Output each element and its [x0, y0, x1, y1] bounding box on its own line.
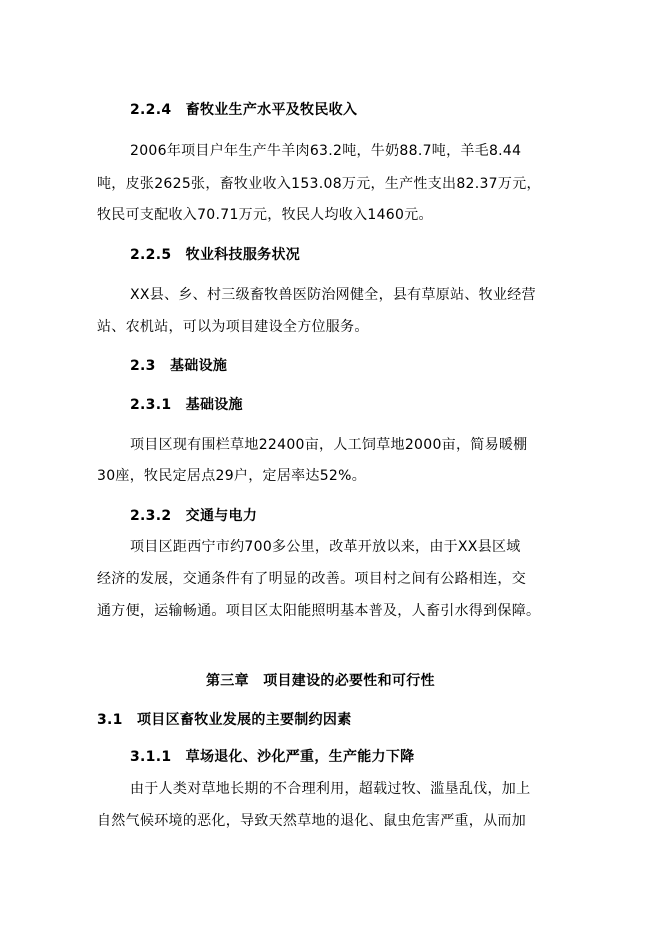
paragraph-line: 2006年项目户年生产牛羊肉63.2吨，牛奶88.7吨，羊毛8.44 — [130, 143, 522, 159]
heading-3-1: 3.1 项目区畜牧业发展的主要制约因素 — [97, 712, 352, 728]
paragraph-line: 由于人类对草地长期的不合理利用，超载过牧、滥垦乱伐，加上 — [130, 781, 531, 797]
paragraph-line: 经济的发展，交通条件有了明显的改善。项目村之间有公路相连，交 — [97, 571, 526, 587]
paragraph-line: 通方便，运输畅通。项目区太阳能照明基本普及，人畜引水得到保障。 — [97, 603, 541, 619]
paragraph-line: 牧民可支配收入70.71万元，牧民人均收入1460元。 — [97, 207, 433, 223]
paragraph-line: 站、农机站，可以为项目建设全方位服务。 — [97, 319, 369, 335]
heading-2-3-2: 2.3.2 交通与电力 — [130, 508, 258, 524]
paragraph-line: 项目区现有围栏草地22400亩，人工饲草地2000亩，简易暖棚 — [130, 437, 528, 453]
heading-2-3: 2.3 基础设施 — [130, 358, 228, 374]
chapter-3-title: 第三章 项目建设的必要性和可行性 — [206, 673, 435, 689]
heading-2-2-4: 2.2.4 畜牧业生产水平及牧民收入 — [130, 102, 358, 118]
heading-2-2-5: 2.2.5 牧业科技服务状况 — [130, 247, 301, 263]
paragraph-line: 自然气候环境的恶化，导致天然草地的退化、鼠虫危害严重，从而加 — [97, 813, 526, 829]
paragraph-line: 项目区距西宁市约700多公里，改革开放以来，由于XX县区域 — [130, 539, 521, 555]
heading-2-3-1: 2.3.1 基础设施 — [130, 397, 243, 413]
paragraph-line: 30座，牧民定居点29户，定居率达52%。 — [97, 468, 367, 484]
paragraph-line: XX县、乡、村三级畜牧兽医防治网健全，县有草原站、牧业经营 — [130, 287, 536, 303]
paragraph-line: 吨，皮张2625张，畜牧业收入153.08万元，生产性支出82.37万元， — [97, 176, 541, 192]
heading-3-1-1: 3.1.1 草场退化、沙化严重，生产能力下降 — [130, 749, 415, 765]
